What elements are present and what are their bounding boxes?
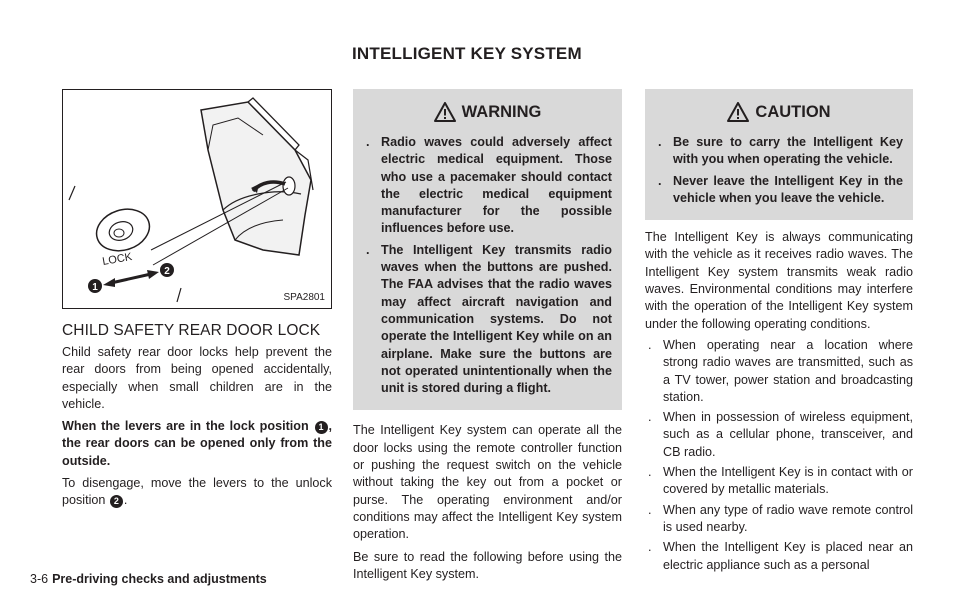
intelligent-key-read-note: Be sure to read the following before using the Intelligent Key system. <box>353 549 622 581</box>
warning-list <box>363 134 612 397</box>
condition-item: . When the Intelligent Key is placed near an electric appliance such as a personal <box>648 540 913 572</box>
warning-item: . Radio waves could adversely affect electric medical equipment. Those who use a pacemaker should contact the electric medical equipment manufacturer for the possible influences before use. <box>366 135 612 236</box>
child-lock-para-1: Child safety rear door locks help prevent the rear doors from being opened accidentally, especially when small children are in the vehicle. <box>62 345 332 411</box>
page-footer <box>30 572 267 586</box>
intelligent-key-intro: The Intelligent Key system can operate all the door locks using the remote controller function or pushing the request switch on the vehicle without taking the key out from a pocket or purse. The operating environment and/or conditions may affect the Intelligent Key system operation. <box>353 423 622 542</box>
condition-item: . When the Intelligent Key is in contact with or covered by metallic materials. <box>648 465 913 497</box>
caution-list <box>655 134 903 207</box>
circled-number-1: 1 <box>315 421 328 434</box>
caution-item: . Be sure to carry the Intelligent Key with you when operating the vehicle. <box>658 135 903 167</box>
child-lock-para-2: When the levers are in the lock position 1 , the rear doors can be opened only from the outside. <box>62 419 333 468</box>
warning-box <box>353 89 622 410</box>
middle-column <box>353 89 622 583</box>
caution-box <box>645 89 913 220</box>
caution-heading: CAUTION <box>655 102 903 122</box>
circled-number-2: 2 <box>110 495 123 508</box>
caution-item: . Never leave the Intelligent Key in the vehicle when you leave the vehicle. <box>658 173 903 205</box>
callout-2: 2 <box>164 266 170 277</box>
child-lock-figure <box>62 89 332 309</box>
child-lock-heading: CHILD SAFETY REAR DOOR LOCK <box>62 322 321 339</box>
left-column <box>62 89 332 510</box>
callout-1: 1 <box>92 282 98 293</box>
page-number: 3-6 <box>30 572 49 586</box>
child-lock-illustration <box>63 90 331 308</box>
child-lock-para-3: To disengage, move the levers to the unlock position 2 . <box>62 476 332 508</box>
condition-item: . When operating near a location where strong radio waves are transmitted, such as a TV tower, power station and broadcasting station. <box>648 337 913 404</box>
chapter-title: Pre-driving checks and adjustments <box>52 572 267 586</box>
communication-para: The Intelligent Key is always communicating with the vehicle as it receives radio waves. The Intelligent Key system transmits weak radio waves. Environmental conditions may interfere with the operation of the Intelligent Key system under the following operating conditions. <box>645 230 913 331</box>
warning-heading: WARNING <box>363 102 612 122</box>
lock-label: LOCK <box>101 250 134 268</box>
condition-item: . When any type of radio wave remote control is used nearby. <box>648 502 913 534</box>
caution-icon <box>727 102 749 122</box>
conditions-list <box>645 337 913 574</box>
figure-code: SPA2801 <box>283 292 325 303</box>
right-column <box>645 89 913 577</box>
condition-item: . When in possession of wireless equipment, such as a cellular phone, transceiver, and CB radio. <box>648 410 913 459</box>
warning-icon <box>434 102 456 122</box>
warning-item: . The Intelligent Key transmits radio waves when the buttons are pushed. The FAA advises that the radio waves may affect aircraft navigation and communication systems. Do not operate the Intelligent Key while on an airplane. Make sure the buttons are not operated unintentionally when the unit is stored during a flight. <box>366 242 612 396</box>
section-title: INTELLIGENT KEY SYSTEM <box>352 44 582 63</box>
